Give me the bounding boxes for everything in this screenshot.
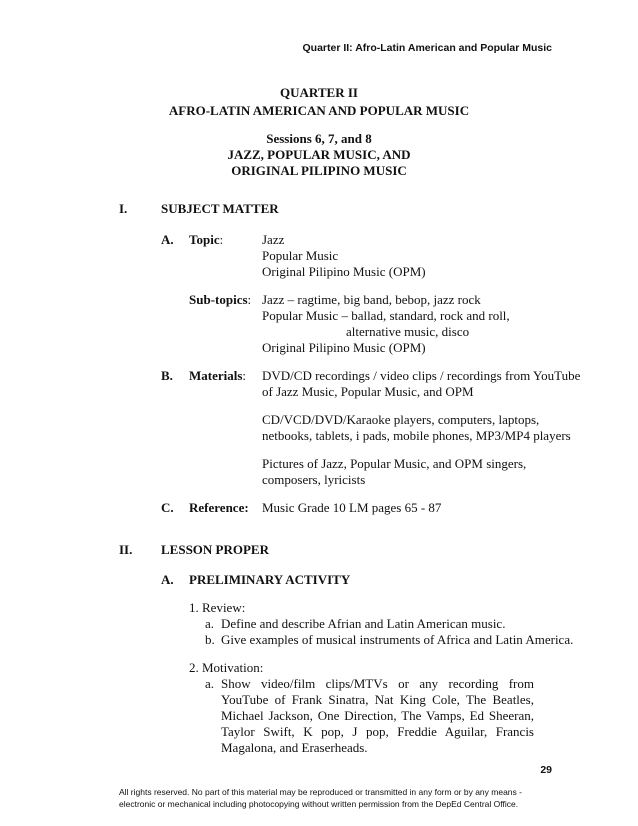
subtopics-label: Sub-topics: xyxy=(189,292,252,307)
subtopic-item-continued: alternative music, disco xyxy=(346,324,470,339)
section-2-numeral: II. xyxy=(119,542,133,557)
topic-item: Jazz xyxy=(262,232,285,247)
subtopic-item: Original Pilipino Music (OPM) xyxy=(262,340,426,355)
materials-line: Pictures of Jazz, Popular Music, and OPM singers, xyxy=(262,456,527,471)
motivation-item-a: Show video/film clips/MTVs or any recording from YouTube of Frank Sinatra, Nat King Cole, The Beatles, Michael Jackson, One Direction, The Vamps, Ed Sheeran, Taylor Swift, K pop, J pop, Freddie Aguilar, Francis Magalona, and Eraserheads. xyxy=(221,676,534,755)
review-item: 1. Review: xyxy=(189,600,246,615)
title-sessions: Sessions 6, 7, and 8 xyxy=(266,131,372,146)
subsection-c-letter: C. xyxy=(161,500,174,515)
title-topic-line1: JAZZ, POPULAR MUSIC, AND xyxy=(227,147,411,162)
topic-label: Topic: xyxy=(189,232,224,247)
list-letter: b. xyxy=(205,632,215,647)
list-letter: a. xyxy=(205,616,215,631)
subtopic-item: Jazz – ragtime, big band, bebop, jazz rock xyxy=(262,292,481,307)
motivation-item: 2. Motivation: xyxy=(189,660,264,675)
section-1-numeral: I. xyxy=(119,201,128,216)
subsection-b-letter: B. xyxy=(161,368,173,383)
copyright-line-1: All rights reserved. No part of this material may be reproduced or transmitted in any form or by any means - xyxy=(119,787,522,797)
review-item-a: Define and describe Afrian and Latin American music. xyxy=(221,616,506,631)
topic-item: Original Pilipino Music (OPM) xyxy=(262,264,426,279)
copyright-line-2: electronic or mechanical including photocopying without written permission from the DepEd Central Office. xyxy=(119,799,519,809)
subsection-a-letter: A. xyxy=(161,572,174,587)
page-number: 29 xyxy=(540,764,552,776)
subsection-a-letter: A. xyxy=(161,232,174,247)
section-2-heading: LESSON PROPER xyxy=(161,542,269,557)
list-letter: a. xyxy=(205,676,215,691)
materials-line: DVD/CD recordings / video clips / recordings from YouTube xyxy=(262,368,581,383)
preliminary-activity-heading: PRELIMINARY ACTIVITY xyxy=(189,572,351,587)
review-item-b: Give examples of musical instruments of Africa and Latin America. xyxy=(221,632,574,647)
title-quarter-subject: AFRO-LATIN AMERICAN AND POPULAR MUSIC xyxy=(168,103,470,118)
materials-line: of Jazz Music, Popular Music, and OPM xyxy=(262,384,474,399)
materials-line: CD/VCD/DVD/Karaoke players, computers, laptops, xyxy=(262,412,540,427)
title-quarter: QUARTER II xyxy=(280,85,358,100)
subtopic-item: Popular Music – ballad, standard, rock and roll, xyxy=(262,308,510,323)
reference-value: Music Grade 10 LM pages 65 - 87 xyxy=(262,500,442,515)
running-header: Quarter II: Afro-Latin American and Popular Music xyxy=(302,42,552,54)
title-topic-line2: ORIGINAL PILIPINO MUSIC xyxy=(231,163,407,178)
section-1-heading: SUBJECT MATTER xyxy=(161,201,279,216)
materials-line: composers, lyricists xyxy=(262,472,366,487)
materials-label: Materials: xyxy=(189,368,247,383)
reference-label: Reference: xyxy=(189,500,249,515)
materials-line: netbooks, tablets, i pads, mobile phones, MP3/MP4 players xyxy=(262,428,571,443)
topic-item: Popular Music xyxy=(262,248,339,263)
